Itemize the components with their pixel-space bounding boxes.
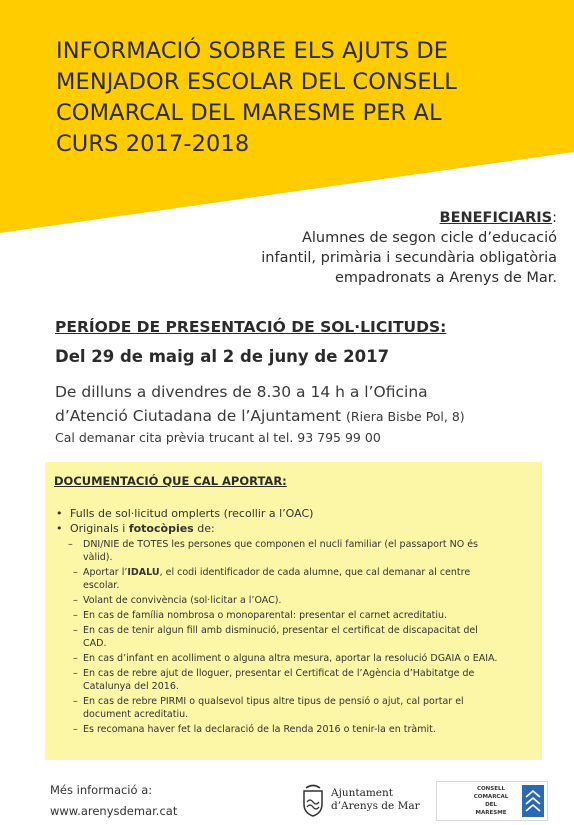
beneficiaries-heading: BENEFICIARIS: [439, 210, 553, 226]
sub-item-text: DNI/NIE de TOTES les persones que componen el nucli familiar (el passaport NO és: [83, 539, 478, 550]
period-heading: PERÍODE DE PRESENTACIÓ DE SOL·LICITUDS:: [55, 318, 447, 336]
title-line-1: INFORMACIÓ SOBRE ELS AJUTS DE: [56, 38, 449, 64]
bullet-item-originals: [54, 521, 536, 536]
coat-of-arms-icon: [298, 782, 328, 818]
documentation-sublist: [54, 538, 536, 736]
documentation-heading: DOCUMENTACIÓ QUE CAL APORTAR:: [54, 474, 287, 488]
documentation-list: [54, 506, 536, 738]
dash-icon: –: [73, 724, 78, 735]
consell-name: [465, 785, 517, 817]
bullet-text-pre: Originals i: [70, 522, 129, 535]
beneficiaries-section: [77, 208, 557, 288]
period-location: [55, 380, 555, 429]
sub-item-pirmi: [73, 695, 536, 721]
crown-mark: [306, 786, 320, 789]
beneficiaries-colon: :: [552, 210, 557, 226]
documentation-box: [45, 462, 542, 760]
maresme-emblem-icon: [522, 785, 544, 817]
sub-item-acolliment: [73, 652, 536, 665]
consell-line-3: DEL: [485, 802, 497, 808]
bullet-text-post: de:: [193, 522, 215, 535]
ajuntament-name: [331, 787, 420, 813]
sub-item-text-bold: IDALU: [127, 567, 160, 578]
dash-icon: –: [73, 610, 78, 621]
sub-item-text: En cas de tenir algun fill amb disminució, presentar el certificat de discapacitat del: [83, 625, 478, 636]
sub-item-text: En cas de rebre PIRMI o qualsevol tipus altre tipus de pensió o ajut, cal portar el: [83, 696, 464, 707]
dash-icon: –: [73, 567, 78, 578]
title-line-4: CURS 2017-2018: [56, 131, 250, 157]
appointment-note: Cal demanar cita prèvia trucant al tel. 93 795 99 00: [55, 430, 381, 445]
consell-badge: [522, 785, 544, 817]
sub-item-dni: [68, 538, 536, 564]
bullet-icon: •: [56, 507, 63, 520]
beneficiaries-heading-line: [77, 208, 557, 228]
shield-mark: [304, 791, 322, 816]
period-where-line-1: De dilluns a divendres de 8.30 a 14 h a l’Oficina: [55, 383, 428, 401]
title-line-3: COMARCAL DEL MARESME PER AL: [56, 100, 442, 126]
dash-icon: –: [73, 595, 78, 606]
sub-item-text-cont: document acreditatiu.: [83, 709, 189, 720]
dash-icon: –: [68, 539, 73, 550]
period-where-line-2: [55, 404, 555, 429]
sub-item-text: Volant de convivència (sol·licitar a l’OAC).: [83, 595, 282, 606]
more-info-label: Més informació a:: [50, 783, 153, 797]
sub-item-idalu: [73, 566, 536, 592]
sub-item-text-post: , el codi identificador de cada alumne, que cal demanar al centre: [159, 567, 471, 578]
bullet-icon: •: [56, 522, 63, 535]
period-address: (Riera Bisbe Pol, 8): [346, 409, 465, 424]
sub-item-text-cont: vàlid).: [83, 552, 113, 563]
beneficiaries-line-3: empadronats a Arenys de Mar.: [334, 270, 557, 286]
dash-icon: –: [73, 696, 78, 707]
bullet-text: Fulls de sol·licitud omplerts (recollir a l’OAC): [70, 507, 314, 520]
bullet-item-forms: [54, 506, 536, 521]
sub-item-familia: [73, 609, 536, 622]
footer-info: [50, 780, 177, 822]
dash-icon: –: [73, 668, 78, 679]
sub-item-disminucio: [73, 624, 536, 650]
sub-item-text: En cas de rebre ajut de lloguer, presentar el Certificat de l’Agència d’Habitatge de: [83, 668, 475, 679]
emblem-peak-2: [526, 798, 540, 804]
ajuntament-line-2: d’Arenys de Mar: [331, 800, 420, 812]
sub-item-text-pre: Aportar l’: [83, 567, 128, 578]
sub-item-lloguer: [73, 667, 536, 693]
emblem-peak-3: [526, 805, 540, 811]
ajuntament-logo: [298, 782, 428, 818]
sub-item-text-cont: Catalunya del 2016.: [83, 681, 179, 692]
consell-line-2: COMARCAL: [473, 794, 509, 800]
sub-item-text-cont: CAD.: [83, 638, 107, 649]
emblem-peak: [526, 791, 540, 797]
beneficiaries-line-1: Alumnes de segon cicle d’educació: [301, 230, 557, 246]
sub-item-text-cont: escolar.: [83, 580, 120, 591]
page-title: [56, 36, 556, 160]
sub-item-text: En cas de família nombrosa o monoparental: presentar el carnet acreditatiu.: [83, 610, 448, 621]
bullet-text-bold: fotocòpies: [128, 522, 194, 535]
period-dates: Del 29 de maig al 2 de juny de 2017: [55, 347, 390, 366]
title-line-2: MENJADOR ESCOLAR DEL CONSELL: [56, 69, 457, 95]
website-link[interactable]: www.arenysdemar.cat: [50, 804, 178, 818]
period-office: d’Atenció Ciutadana de l’Ajuntament: [55, 407, 342, 425]
ajuntament-line-1: Ajuntament: [331, 787, 393, 799]
sub-item-volant: [73, 594, 536, 607]
sub-item-text: Es recomana haver fet la declaració de la Renda 2016 o tenir-la en tràmit.: [83, 724, 436, 735]
beneficiaries-line-2: infantil, primària i secundària obligatòria: [261, 250, 557, 266]
dash-icon: –: [73, 625, 78, 636]
sub-item-text: En cas d’infant en acolliment o alguna altra mesura, aportar la resolució DGAIA o EAIA.: [83, 653, 498, 664]
dash-icon: –: [73, 653, 78, 664]
consell-line-4: MARESME: [475, 810, 507, 816]
consell-comarcal-logo: [436, 781, 548, 821]
sub-item-renda: [73, 723, 536, 736]
consell-line-1: CONSELL: [476, 786, 506, 792]
